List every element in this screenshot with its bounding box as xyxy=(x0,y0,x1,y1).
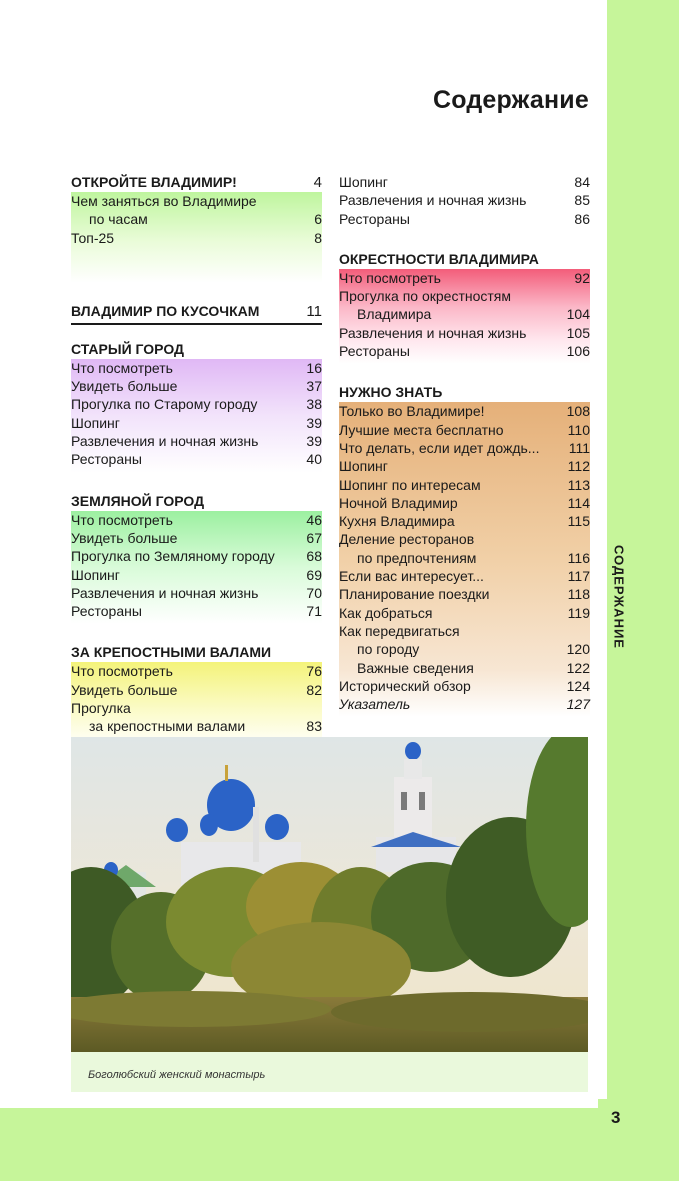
toc-section-need-to-know xyxy=(339,383,590,717)
toc-entry-label: Кухня Владимира xyxy=(339,513,455,530)
toc-page-number: 116 xyxy=(567,549,590,566)
toc-heading xyxy=(71,643,322,662)
toc-section-discover xyxy=(71,173,322,283)
toc-page-number: 76 xyxy=(306,663,322,680)
toc-section-earth-town xyxy=(71,492,322,625)
toc-section-surroundings xyxy=(339,250,590,364)
toc-entry-label: Как передвигаться xyxy=(339,622,460,639)
toc-entry[interactable] xyxy=(339,210,590,228)
monastery-photo xyxy=(71,737,588,1052)
page-number: 3 xyxy=(611,1108,621,1127)
toc-entry[interactable] xyxy=(71,192,322,210)
toc-entry-label: Шопинг xyxy=(339,458,388,475)
toc-entry-label: Исторический обзор xyxy=(339,677,471,694)
toc-entry[interactable] xyxy=(339,324,590,342)
toc-entry-label: Только во Владимире! xyxy=(339,403,485,420)
toc-page-number: 105 xyxy=(566,324,590,341)
toc-entry-label: по городу xyxy=(357,641,420,658)
toc-page-number: 68 xyxy=(306,548,322,565)
toc-entry-label: Увидеть больше xyxy=(71,681,178,698)
toc-page-number: 6 xyxy=(314,211,322,228)
toc-heading-label: НУЖНО ЗНАТЬ xyxy=(339,384,443,401)
toc-entry[interactable] xyxy=(71,699,322,717)
toc-entry-label: Деление ресторанов xyxy=(339,531,475,548)
toc-entry-label: Рестораны xyxy=(339,343,410,360)
toc-entry[interactable] xyxy=(71,681,322,699)
toc-entries xyxy=(339,402,590,717)
toc-page-number: 70 xyxy=(306,584,322,601)
toc-entry-label: Развлечения и ночная жизнь xyxy=(339,192,527,209)
toc-heading-label: ЗА КРЕПОСТНЫМИ ВАЛАМИ xyxy=(71,644,272,661)
page-title: Содержание xyxy=(432,86,589,114)
toc-entries xyxy=(71,192,322,283)
toc-entry-label: Топ-25 xyxy=(71,229,115,246)
toc-entries xyxy=(71,359,322,473)
toc-entry-label: Шопинг xyxy=(71,566,120,583)
toc-entry[interactable] xyxy=(339,640,590,658)
toc-heading-label: ОКРЕСТНОСТИ ВЛАДИМИРА xyxy=(339,250,539,267)
side-tab xyxy=(607,522,631,672)
toc-page-number: 37 xyxy=(306,378,322,395)
toc-entry-label: Что посмотреть xyxy=(71,511,173,528)
toc-page-number: 82 xyxy=(306,681,322,698)
toc-heading-label: ОТКРОЙТЕ ВЛАДИМИР! xyxy=(71,174,237,190)
toc-entry-label: Развлечения и ночная жизнь xyxy=(71,433,259,450)
toc-entry[interactable] xyxy=(339,512,590,530)
toc-entry-label: Что посмотреть xyxy=(71,663,173,680)
toc-page-number: 92 xyxy=(574,269,590,286)
toc-entry[interactable] xyxy=(71,584,322,602)
toc-entry[interactable] xyxy=(339,173,590,191)
toc-page-number: 85 xyxy=(574,192,590,209)
toc-entry[interactable] xyxy=(71,229,322,247)
monastery-photo-illustration xyxy=(71,737,588,1052)
toc-page-number: 86 xyxy=(574,210,590,227)
toc-page-number: 106 xyxy=(566,343,590,360)
toc-entry[interactable] xyxy=(339,402,590,420)
toc-entry[interactable] xyxy=(339,269,590,287)
toc-page-number: 83 xyxy=(306,718,322,735)
toc-section-old-town xyxy=(71,340,322,473)
toc-page-number: 71 xyxy=(306,603,322,620)
toc-page-number: 112 xyxy=(567,458,590,475)
toc-page-number: 67 xyxy=(306,529,322,546)
toc-entry[interactable] xyxy=(339,457,590,475)
toc-entry-label: Указатель xyxy=(339,696,411,713)
toc-entry-label: по предпочтениям xyxy=(357,549,477,566)
toc-entry[interactable] xyxy=(339,567,590,585)
toc-entry-label: Шопинг xyxy=(71,414,120,431)
toc-entry-label: Что делать, если идет дождь... xyxy=(339,439,540,456)
toc-heading-label: СТАРЫЙ ГОРОД xyxy=(71,340,185,357)
toc-entry-label: Что посмотреть xyxy=(339,269,441,286)
toc-entry-label: Прогулка по окрестностям xyxy=(339,288,511,305)
toc-page-number: 113 xyxy=(567,476,590,493)
toc-heading xyxy=(71,492,322,511)
toc-entries xyxy=(71,662,322,747)
toc-page-number: 16 xyxy=(306,359,322,376)
toc-page-number: 46 xyxy=(306,511,322,528)
toc-entry[interactable] xyxy=(339,342,590,360)
toc-entry[interactable] xyxy=(339,439,590,457)
toc-page-number: 118 xyxy=(567,586,590,603)
toc-page-number: 110 xyxy=(567,421,590,438)
toc-section-pieces xyxy=(71,302,322,325)
toc-entry-label: Прогулка по Земляному городу xyxy=(71,548,275,565)
toc-page-number: 111 xyxy=(568,439,590,456)
toc-entry[interactable] xyxy=(71,210,322,228)
toc-page-number: 117 xyxy=(567,568,590,585)
toc-entry-label: Лучшие места бесплатно xyxy=(339,421,504,438)
toc-page-number: 119 xyxy=(567,604,590,621)
toc-right-column xyxy=(339,173,590,736)
toc-entry[interactable] xyxy=(339,530,590,548)
toc-entries xyxy=(339,173,590,232)
toc-page-number: 84 xyxy=(574,174,590,190)
bottom-color-band xyxy=(0,1108,598,1181)
toc-entry[interactable] xyxy=(339,191,590,209)
toc-entry[interactable] xyxy=(71,547,322,565)
toc-entry-label: Прогулка xyxy=(71,700,131,717)
toc-entry-label: Что посмотреть xyxy=(71,359,173,376)
toc-page-number: 69 xyxy=(306,566,322,583)
toc-page-number: 115 xyxy=(567,513,590,530)
toc-entry-label: Развлечения и ночная жизнь xyxy=(71,584,259,601)
toc-page-number: 39 xyxy=(306,414,322,431)
toc-entry-label: Важные сведения xyxy=(357,659,474,676)
toc-page-number: 4 xyxy=(313,174,322,191)
toc-page-number: 122 xyxy=(566,659,590,676)
side-tab-label: СОДЕРЖАНИЕ xyxy=(611,545,627,649)
toc-entry[interactable] xyxy=(339,659,590,677)
toc-entry[interactable] xyxy=(71,450,322,468)
toc-page-number: 8 xyxy=(314,229,322,246)
toc-entry[interactable] xyxy=(71,359,322,377)
toc-entry-label: Шопинг xyxy=(339,174,388,190)
toc-entry[interactable] xyxy=(71,414,322,432)
toc-entry[interactable] xyxy=(71,529,322,547)
toc-entry-label: Как добраться xyxy=(339,604,433,621)
toc-entry-label: Планирование поездки xyxy=(339,586,490,603)
toc-page-number: 124 xyxy=(566,677,590,694)
toc-page-number: 114 xyxy=(567,494,590,511)
toc-page-number: 38 xyxy=(306,396,322,413)
toc-page-number: 104 xyxy=(566,306,590,323)
toc-page-number: 39 xyxy=(306,433,322,450)
toc-entry[interactable] xyxy=(339,287,590,305)
toc-entry-label: Чем заняться во Владимире xyxy=(71,193,257,209)
toc-entry[interactable] xyxy=(339,421,590,439)
toc-heading-label: ВЛАДИМИР ПО КУСОЧКАМ xyxy=(71,302,260,319)
toc-left-column xyxy=(71,173,322,767)
toc-entry-label: Если вас интересует... xyxy=(339,568,484,585)
toc-entries xyxy=(71,511,322,625)
toc-entry-label: Развлечения и ночная жизнь xyxy=(339,324,527,341)
toc-entry[interactable] xyxy=(71,395,322,413)
toc-entry-label: Шопинг по интересам xyxy=(339,476,481,493)
toc-entry[interactable] xyxy=(71,566,322,584)
toc-heading-label: ЗЕМЛЯНОЙ ГОРОД xyxy=(71,492,205,509)
toc-heading[interactable] xyxy=(71,302,322,325)
toc-page-number: 40 xyxy=(306,451,322,468)
toc-entry[interactable] xyxy=(339,677,590,695)
toc-entry-label: по часам xyxy=(89,211,148,228)
toc-entry-label: Рестораны xyxy=(71,603,142,620)
toc-entry[interactable] xyxy=(71,432,322,450)
toc-entry[interactable] xyxy=(71,662,322,680)
toc-entry[interactable] xyxy=(339,305,590,323)
toc-page-number: 108 xyxy=(566,403,590,420)
photo-caption: Боголюбский женский монастырь xyxy=(88,1069,266,1081)
toc-heading xyxy=(339,250,590,269)
toc-entry-index[interactable] xyxy=(339,695,590,713)
toc-entry[interactable] xyxy=(339,585,590,603)
toc-page-number: 120 xyxy=(566,641,590,658)
toc-entry[interactable] xyxy=(71,511,322,529)
toc-section-beyond-walls xyxy=(71,643,322,747)
toc-entry-label: за крепостными валами xyxy=(89,718,246,735)
toc-entry-label: Рестораны xyxy=(339,210,410,227)
toc-heading xyxy=(339,383,590,402)
toc-entry[interactable] xyxy=(339,604,590,622)
toc-entry[interactable] xyxy=(71,717,322,735)
toc-heading xyxy=(71,340,322,359)
toc-entry[interactable] xyxy=(339,622,590,640)
toc-entry[interactable] xyxy=(339,494,590,512)
toc-page-number: 11 xyxy=(306,302,322,320)
toc-entry-label: Увидеть больше xyxy=(71,378,178,395)
toc-entry-label: Рестораны xyxy=(71,451,142,468)
toc-entry[interactable] xyxy=(71,602,322,620)
toc-entry[interactable] xyxy=(339,476,590,494)
toc-page-number: 127 xyxy=(566,696,590,713)
toc-entry[interactable] xyxy=(71,377,322,395)
toc-entry-label: Увидеть больше xyxy=(71,529,178,546)
toc-entries xyxy=(339,269,590,364)
toc-heading[interactable] xyxy=(71,173,322,192)
toc-entry-label: Прогулка по Старому городу xyxy=(71,396,258,413)
toc-section-continued xyxy=(339,173,590,232)
toc-entry[interactable] xyxy=(339,549,590,567)
toc-entry-label: Ночной Владимир xyxy=(339,494,458,511)
toc-entry-label: Владимира xyxy=(357,306,432,323)
